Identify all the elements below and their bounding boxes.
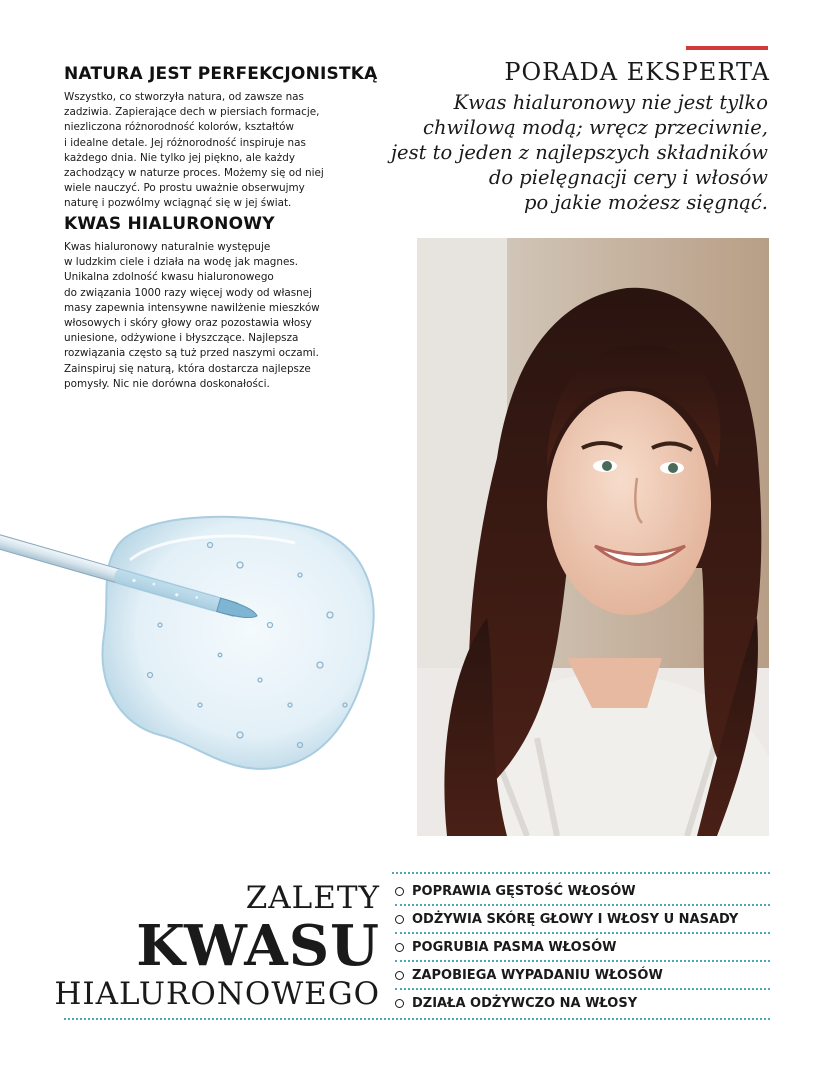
benefit-label: POGRUBIA PASMA WŁOSÓW xyxy=(412,939,617,955)
benefit-label: DZIAŁA ODŻYWCZO NA WŁOSY xyxy=(412,995,638,1011)
acid-line: do związania 1000 razy więcej wody od własnej xyxy=(64,286,313,299)
nature-body xyxy=(64,90,394,212)
list-item xyxy=(395,964,770,986)
item-separator xyxy=(395,960,770,962)
acid-heading: KWAS HIALURONOWY xyxy=(64,214,275,234)
benefit-label: ODŻYWIA SKÓRĘ GŁOWY I WŁOSY U NASADY xyxy=(412,911,739,927)
acid-line: włosowych i skóry głowy oraz pozostawia włosy xyxy=(64,317,312,330)
nature-line: wiele nauczyć. Po prostu uważnie obserwujmy xyxy=(64,182,305,195)
nature-section xyxy=(64,64,394,212)
acid-line: w ludzkim ciele i działa na wodę jak magnes. xyxy=(64,256,299,269)
item-separator xyxy=(395,932,770,934)
nature-line: niezliczona różnorodność kolorów, kształtów xyxy=(64,121,294,134)
acid-line: Kwas hialuronowy naturalnie występuje xyxy=(64,241,271,253)
acid-line: masy zapewnia intensywne nawilżenie mieszków xyxy=(64,301,320,314)
bullet-icon xyxy=(395,887,404,896)
nature-line: Wszystko, co stworzyła natura, od zawsze nas xyxy=(64,91,304,103)
acid-line: pomysły. Nic nie dorówna doskonałości. xyxy=(64,377,270,390)
benefits-title-line1: ZALETY xyxy=(245,880,380,916)
divider-bottom xyxy=(64,1018,770,1020)
smiling-woman-portrait-image xyxy=(417,238,769,836)
bullet-icon xyxy=(395,999,404,1008)
list-item xyxy=(395,908,770,930)
acid-line: Zainspiruj się naturą, która dostarcza najlepsze xyxy=(64,362,311,375)
quote-line: do pielęgnacji cery i włosów xyxy=(488,166,768,189)
item-separator xyxy=(395,904,770,906)
quote-line: po jakie możesz sięgnąć. xyxy=(524,191,768,214)
benefit-label: ZAPOBIEGA WYPADANIU WŁOSÓW xyxy=(412,967,663,983)
benefits-title-line2: KWASU xyxy=(136,913,380,979)
nature-line: każdego dnia. Nie tylko jej piękno, ale każdy xyxy=(64,151,295,164)
acid-body xyxy=(64,240,394,392)
nature-line: naturę i pozwólmy wciągnąć się w jej świat. xyxy=(64,197,292,210)
bullet-icon xyxy=(395,971,404,980)
bullet-icon xyxy=(395,943,404,952)
divider-top xyxy=(392,872,770,874)
benefits-list xyxy=(395,880,770,1014)
expert-title: PORADA EKSPERTA xyxy=(504,58,770,86)
list-item xyxy=(395,992,770,1014)
accent-bar xyxy=(686,46,768,50)
acid-section xyxy=(64,214,394,392)
quote-line: Kwas hialuronowy nie jest tylko xyxy=(453,91,768,114)
list-item xyxy=(395,936,770,958)
hyaluronic-gel-dropper-image xyxy=(0,505,385,790)
nature-line: zadziwia. Zapierające dech w piersiach formacje, xyxy=(64,106,320,119)
quote-line: jest to jeden z najlepszych składników xyxy=(390,141,768,164)
benefits-title xyxy=(54,880,380,1012)
nature-heading: NATURA JEST PERFEKCJONISTKĄ xyxy=(64,64,378,84)
item-separator xyxy=(395,988,770,990)
bullet-icon xyxy=(395,915,404,924)
acid-line: rozwiązania często są tuż przed naszymi oczami. xyxy=(64,347,319,360)
nature-line: i idealne detale. Jej różnorodność inspiruje nas xyxy=(64,136,306,149)
acid-line: uniesione, odżywione i błyszczące. Najlepsza xyxy=(64,332,299,345)
nature-line: zachodzący w naturze proces. Możemy się od niej xyxy=(64,167,324,180)
quote-line: chwilową modą; wręcz przeciwnie, xyxy=(423,116,768,139)
list-item xyxy=(395,880,770,902)
expert-quote xyxy=(391,90,768,215)
benefit-label: POPRAWIA GĘSTOŚĆ WŁOSÓW xyxy=(412,883,636,899)
benefits-title-line3: HIALURONOWEGO xyxy=(54,976,380,1012)
acid-line: Unikalna zdolność kwasu hialuronowego xyxy=(64,271,274,284)
